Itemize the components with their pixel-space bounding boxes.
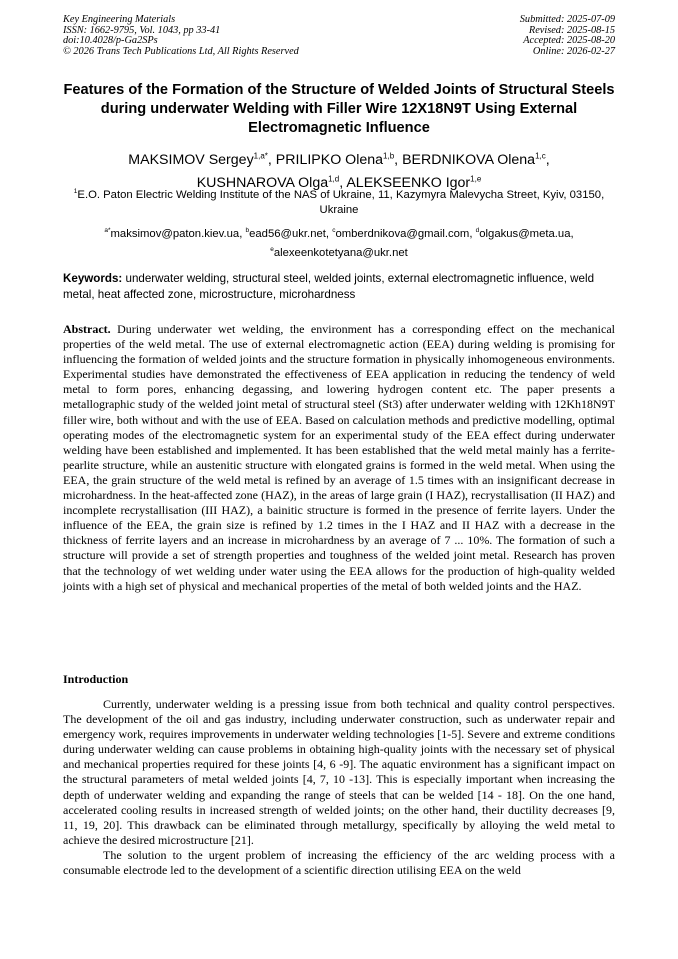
- copyright-line: © 2026 Trans Tech Publications Ltd, All Rights Reserved: [63, 45, 299, 57]
- journal-name: Key Engineering Materials: [63, 14, 176, 25]
- submitted-date: Submitted: 2025-07-09: [519, 14, 615, 25]
- author-3: BERDNIKOVA Olena$^{1,c}$,: [402, 151, 550, 168]
- email-a[interactable]: $^{a*}$maksimov@paton.kiev.ua: [104, 227, 240, 240]
- author-4: KUSHNAROVA Olga$^{1,d}$,: [196, 174, 347, 192]
- email-d[interactable]: $^d$olgakus@meta.ua: [475, 227, 571, 240]
- revised-date: Revised: 2025-08-15: [528, 24, 615, 36]
- abstract-text: During underwater wet welding, the environment has a corresponding effect on the mechanical properties of the weld metal. The use of external electromagnetic action (EEA) during welding is promising for influencing the formation of welded joints and the structure formation in physically inhomogeneous environments. Experimental studies have demonstrated the effectiveness of EEA application in reducing the tendency of weld metal to form pores, enhancing degassing, and lowering hydrogen content etc. The paper presents a metallographic study of the welded joint metal of structural steel (St3) after underwater welding with 12Kh18N9T filler wire, both without and with the use of EEA. Based on calculation methods and predictive modelling, optimal operating modes of the electromagnetic system for an experimental study of the EEA effect during underwater welding have been established and implemented. It has been established that the weld metal mainly has a ferrite-pearlite structure, while an austenitic structure with elongated grains is formed in the weld metal. When using the EEA, the grain structure of the weld metal is refined by an average of 1.5 times with an insignificant decrease in microhardness. In the heat-affected zone (HAZ), in the areas of large grain (I HAZ), recrystallisation (II HAZ) and incomplete recrystallisation (III HAZ), a bainitic structure is formed in the presence of ferrite layers. Under the influence of the EEA, the grain size is refined by 1.2 times in the I HAZ and II HAZ with a decrease in the thickness of ferrite layers and an increase in microhardness by an average of 7 ... 10%. The formation of such a structure will provide a set of strength properties and toughness of the welded joint metal. Research has proven that the technology of wet welding under water using the EEA allows for the production of high-quality welded joints with a high set of physical and mechanical properties of the metal of both welded joints and the HAZ.: [63, 322, 616, 593]
- introduction-body: [63, 697, 615, 878]
- intro-paragraph-1: Currently, underwater welding is a pressing issue from both technical and quality control perspectives. The development of the oil and gas industry, including underwater construction, such as underwater repair and emergency work, requires improvements in underwater welding technologies [1-5]. Severe and extreme conditions during underwater welding can cause problems in obtaining high-quality joints with the necessary set of physical and mechanical properties required for these joints [4, 6 -9]. The aquatic environment has a significant impact on the structural parameters of metal welded joints [4, 7, 10 -13]. This is especially important when increasing the depth of underwater welding and expanding the range of steels that can be welded [14 - 18]. On the one hand, accelerated cooling results in increased strength of welded joints; on the other hand, their ductility decreases [9, 11, 19, 20]. This drawback can be eliminated through metallurgy, specifically by alloying the weld metal to achieve the desired microstructure [21].: [63, 697, 615, 847]
- keywords-text: underwater welding, structural steel, welded joints, external electromagnetic influence, weld metal, heat affected zone, microstructure, microhardness: [63, 272, 595, 301]
- email-e[interactable]: $^e$alexeenkotetyana@ukr.net: [270, 245, 408, 259]
- journal-info: [63, 15, 299, 57]
- keywords-label: Keywords:: [63, 272, 123, 285]
- affiliation: $^1$E.O. Paton Electric Welding Institute of the NAS of Ukraine, 11, Kazymyra Malevycha Street, Kyiv, 03150, Ukraine: [73, 188, 605, 216]
- online-date: Online: 2026-02-27: [532, 45, 615, 57]
- paper-title: Features of the Formation of the Structure of Welded Joints of Structural Steels during underwater Welding with Filler Wire 12X18N9T Using External Electromagnetic Influence: [63, 82, 615, 136]
- author-1: MAKSIMOV Sergey$^{1,a*}$,: [128, 151, 276, 168]
- doi-line: doi:10.4028/p-Ga2SPs: [63, 35, 158, 47]
- section-heading-introduction: Introduction: [63, 672, 129, 686]
- email-c[interactable]: $^c$omberdnikova@gmail.com: [332, 227, 470, 240]
- intro-paragraph-2: The solution to the urgent problem of increasing the efficiency of the arc welding process with a consumable electrode led to the development of a scientific direction utilising EEA on the weld: [63, 847, 615, 878]
- author-emails: $^{a*}$maksimov@paton.kiev.ua, $^b$ead56@ukr.net, $^c$omberdnikova@gmail.com, $^d$olgakus@meta.ua, $^e$alexeenkotetyana@ukr.net: [104, 227, 574, 259]
- email-b[interactable]: $^b$ead56@ukr.net: [245, 227, 326, 240]
- publication-dates: [520, 15, 615, 57]
- accepted-date: Accepted: 2025-08-20: [523, 35, 615, 47]
- issn-line: ISSN: 1662-9795, Vol. 1043, pp 33-41: [63, 24, 221, 36]
- author-2: PRILIPKO Olena$^{1,b}$,: [275, 151, 403, 168]
- abstract: [63, 322, 615, 594]
- keywords: [63, 271, 615, 302]
- abstract-label: Abstract.: [63, 322, 111, 336]
- author-5: ALEKSEENKO Igor$^{1,e}$: [346, 174, 482, 192]
